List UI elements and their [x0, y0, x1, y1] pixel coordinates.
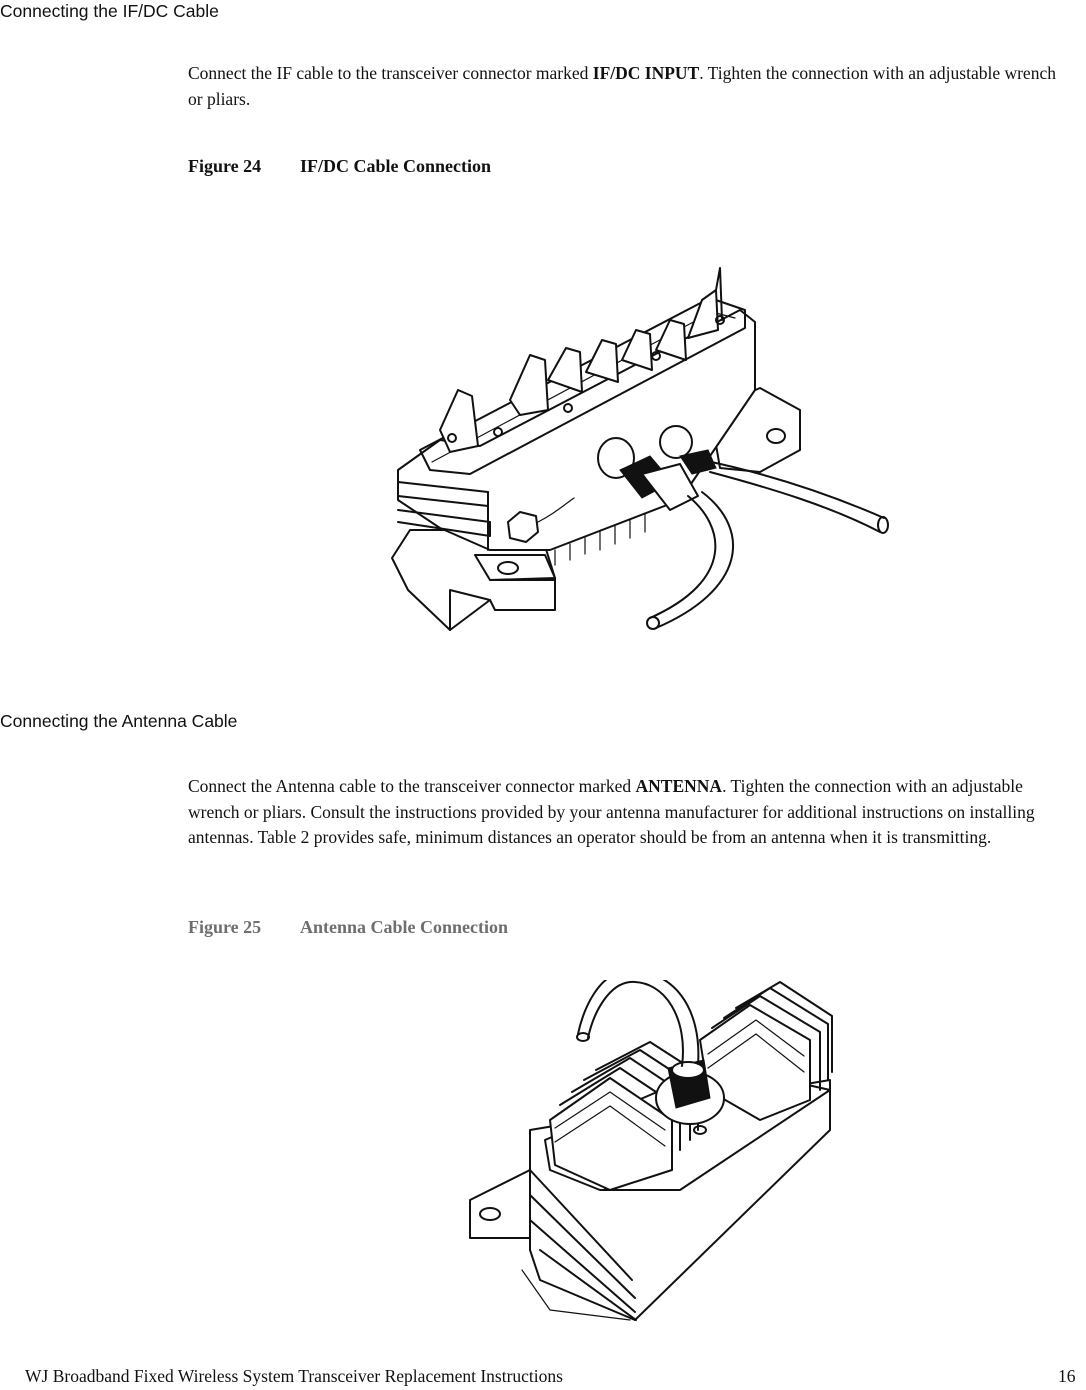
figure-25-antenna-drawing: [460, 980, 840, 1325]
if-dc-instructions: [188, 61, 1073, 112]
antenna-connector-label: ANTENNA: [635, 776, 723, 796]
if-dc-instructions-text: Connect the IF cable to the transceiver connector marked: [188, 63, 593, 83]
figure-24-number: Figure 24: [188, 156, 262, 176]
figure-24-title: IF/DC Cable Connection: [300, 156, 492, 176]
figure-24-transceiver-drawing: [380, 260, 910, 640]
footer-document-title: WJ Broadband Fixed Wireless System Transceiver Replacement Instructions: [25, 1366, 563, 1386]
figure-24-caption: [188, 156, 491, 177]
antenna-instructions-text-end: . Tighten the connection with an adjustable wrench or pliars. Consult the instructions provided by your antenna manufacturer for additional instructions on installing antennas. Table 2 provides safe, minimum distances an operator should be from an antenna when it is transmitting.: [188, 776, 1035, 847]
section-heading-if-dc: Connecting the IF/DC Cable: [0, 1, 219, 21]
figure-25-number: Figure 25: [188, 917, 262, 937]
antenna-instructions: [188, 774, 1073, 851]
footer-page-number: 16: [1058, 1366, 1076, 1386]
if-dc-instructions-text-end: . Tighten the connection with an adjustable wrench or pliars.: [188, 63, 1056, 109]
if-dc-connector-label: IF/DC INPUT: [592, 63, 700, 83]
section-heading-antenna: Connecting the Antenna Cable: [0, 711, 238, 731]
antenna-instructions-text: Connect the Antenna cable to the transceiver connector marked: [188, 776, 636, 796]
figure-25-caption: [188, 917, 508, 938]
figure-25-title: Antenna Cable Connection: [300, 917, 509, 937]
